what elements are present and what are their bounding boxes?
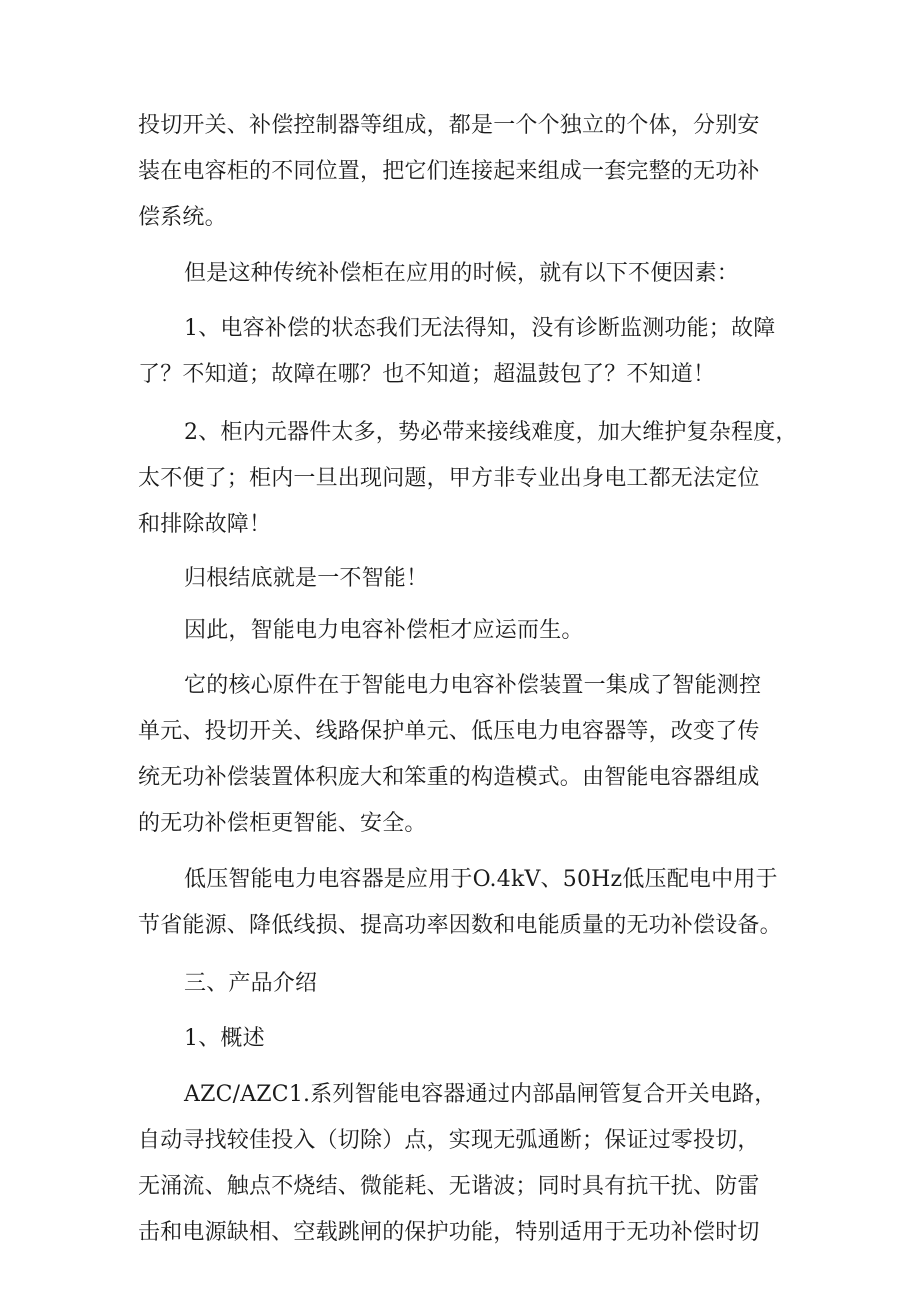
paragraph-line: AZC/AZC1.系列智能电容器通过内部晶闸管复合开关电路， <box>184 1082 777 1107</box>
paragraph-line: 2、柜内元器件太多，势必带来接线难度，加大维护复杂程度， <box>184 420 798 445</box>
paragraph-line: 太不便了；柜内一旦出现问题，甲方非专业出身电工都无法定位 <box>138 466 760 491</box>
paragraph-line: 节省能源、降低线损、提高功率因数和电能质量的无功补偿设备。 <box>138 913 782 938</box>
paragraph-line: 它的核心原件在于智能电力电容补偿装置一集成了智能测控 <box>184 673 762 698</box>
paragraph-line: 和排除故障！ <box>138 512 272 537</box>
paragraph-line: 单元、投切开关、线路保护单元、低压电力电容器等，改变了传 <box>138 719 760 744</box>
paragraph-line: 低压智能电力电容器是应用于O.4kV、50Hz低压配电中用于 <box>184 867 778 892</box>
section-heading: 三、产品介绍 <box>184 971 318 996</box>
paragraph-line: 归根结底就是一不智能！ <box>184 566 429 591</box>
paragraph-line: 投切开关、补偿控制器等组成，都是一个个独立的个体，分别安 <box>138 113 760 138</box>
paragraph-line: 统无功补偿装置体积庞大和笨重的构造模式。由智能电容器组成 <box>138 765 760 790</box>
paragraph-line: 1、电容补偿的状态我们无法得知，没有诊断监测功能；故障 <box>184 316 776 341</box>
subsection-heading: 1、概述 <box>184 1026 265 1051</box>
paragraph-line: 装在电容柜的不同位置，把它们连接起来组成一套完整的无功补 <box>138 159 760 184</box>
paragraph-line: 的无功补偿柜更智能、安全。 <box>138 811 427 836</box>
paragraph-line: 自动寻找较佳投入（切除）点，实现无弧通断；保证过零投切， <box>138 1128 760 1153</box>
paragraph-line: 因此，智能电力电容补偿柜才应运而生。 <box>184 618 584 643</box>
paragraph-line: 但是这种传统补偿柜在应用的时候，就有以下不便因素： <box>184 261 740 286</box>
paragraph-line: 击和电源缺相、空载跳闸的保护功能，特别适用于无功补偿时切 <box>138 1220 760 1245</box>
paragraph-line: 无涌流、触点不烧结、微能耗、无谐波；同时具有抗干扰、防雷 <box>138 1174 760 1199</box>
paragraph-line: 了？不知道；故障在哪？也不知道；超温鼓包了？不知道！ <box>138 362 716 387</box>
paragraph-line: 偿系统。 <box>138 205 227 230</box>
